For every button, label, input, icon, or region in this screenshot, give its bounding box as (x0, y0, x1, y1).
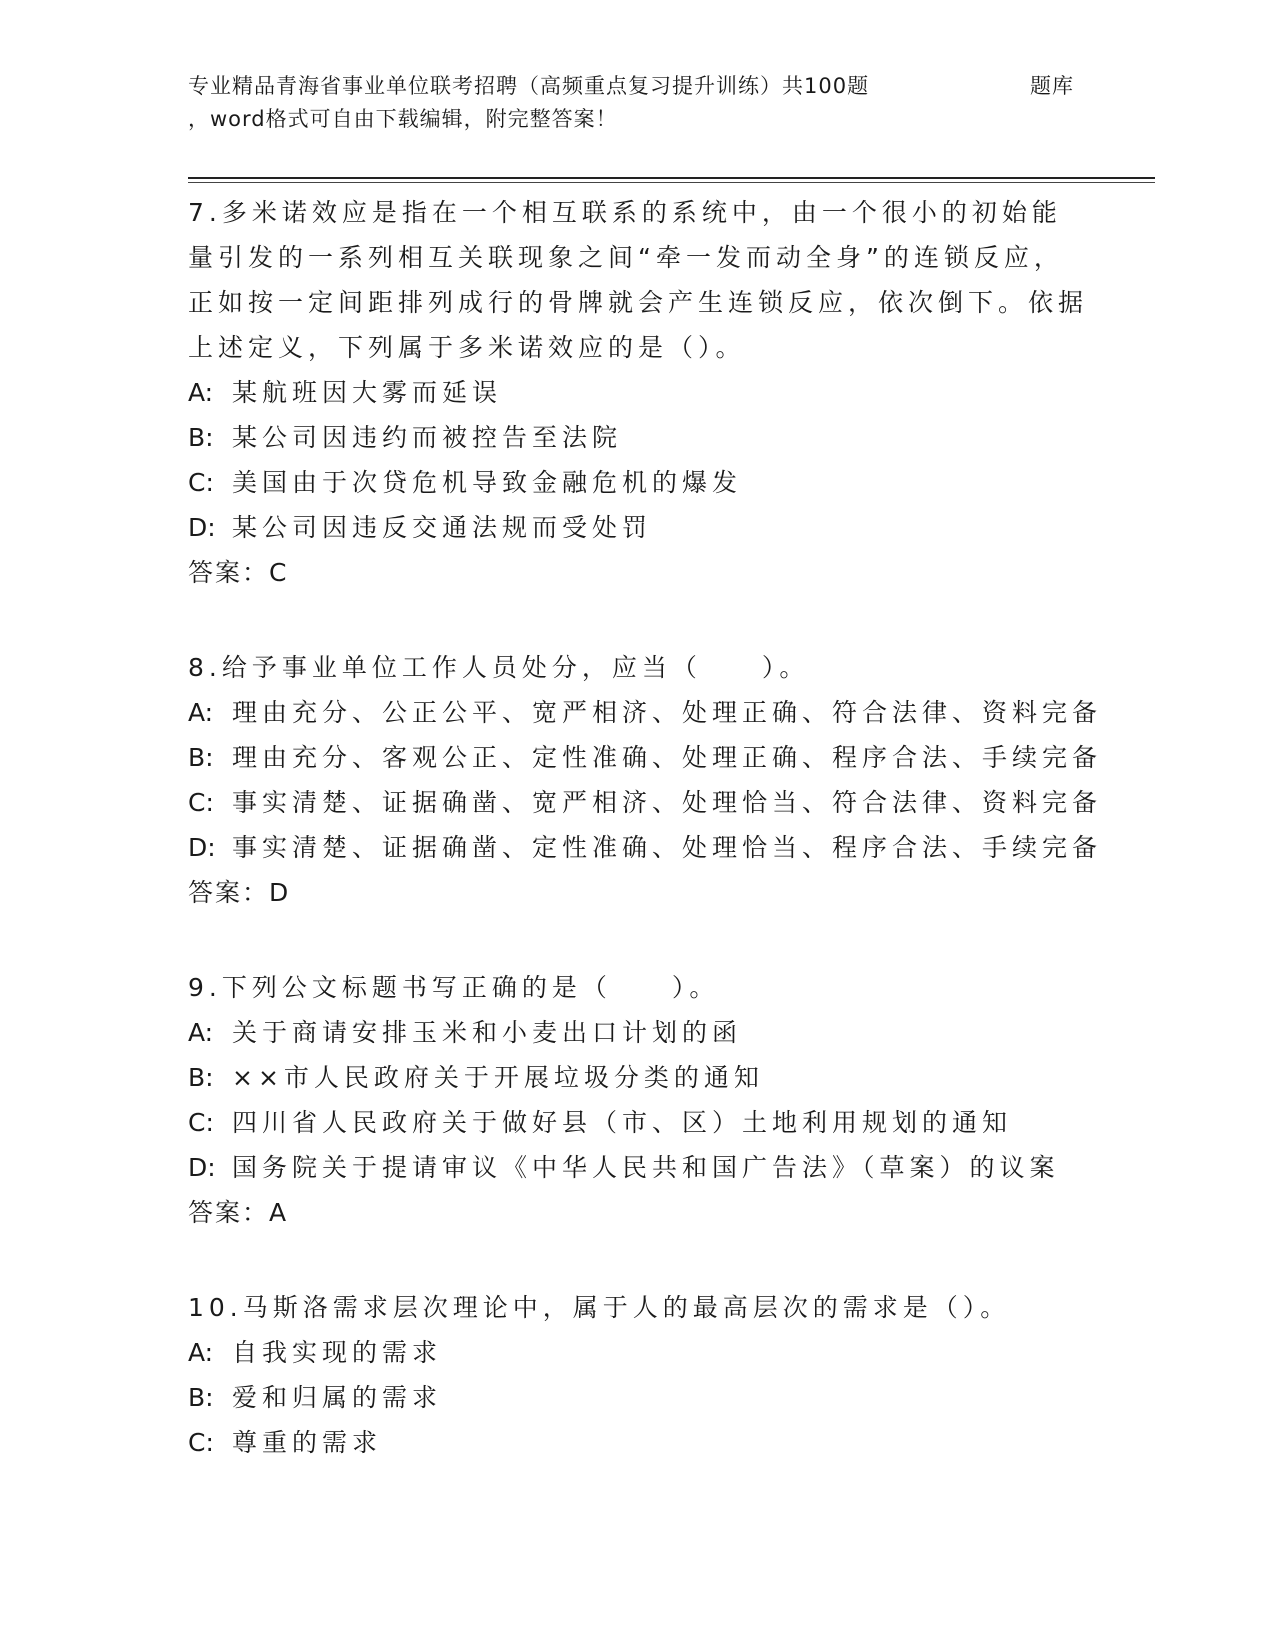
option-letter: A: (188, 378, 214, 407)
option-text: 国务院关于提请审议《中华人民共和国广告法》（草案）的议案 (232, 1153, 1060, 1182)
option-letter: D: (188, 833, 216, 862)
option-a (188, 1010, 1088, 1055)
option-letter: B: (188, 423, 214, 452)
question-10 (188, 1285, 1088, 1465)
option-letter: A: (188, 1018, 214, 1047)
answer-line: 答案：D (188, 878, 291, 907)
answer-line: 答案：C (188, 558, 289, 587)
question-stem: 10.马斯洛需求层次理论中，属于人的最高层次的需求是（）。 (188, 1293, 1011, 1322)
option-text: 爱和归属的需求 (232, 1383, 443, 1412)
option-c (188, 780, 1103, 825)
question-8 (188, 645, 1103, 915)
option-letter: C: (188, 788, 214, 817)
option-letter: C: (188, 1428, 214, 1457)
option-text: 美国由于次贷危机导致金融危机的爆发 (232, 468, 743, 497)
header-title: 专业精品青海省事业单位联考招聘（高频重点复习提升训练）共100题 (188, 74, 870, 98)
header-subtitle: ，word格式可自由下载编辑，附完整答案！ (188, 107, 618, 131)
header-title-row (188, 70, 1088, 103)
option-d (188, 1145, 1088, 1190)
question-stem: 9.下列公文标题书写正确的是（ ）。 (188, 973, 720, 1002)
header-tag: 题库 (1030, 74, 1074, 98)
option-a (188, 690, 1103, 735)
option-a (188, 370, 1088, 415)
page-header (188, 70, 1088, 136)
option-letter: D: (188, 1153, 216, 1182)
option-letter: A: (188, 1338, 214, 1367)
option-a (188, 1330, 1088, 1375)
option-letter: B: (188, 743, 214, 772)
option-text: 理由充分、客观公正、定性准确、处理正确、程序合法、手续完备 (232, 743, 1103, 772)
option-text: 尊重的需求 (232, 1428, 383, 1457)
option-text: 自我实现的需求 (232, 1338, 443, 1367)
option-letter: A: (188, 698, 214, 727)
option-text: ××市人民政府关于开展垃圾分类的通知 (232, 1063, 764, 1092)
option-b (188, 1055, 1088, 1100)
option-c (188, 1100, 1088, 1145)
option-letter: C: (188, 1108, 214, 1137)
header-divider-thin (188, 182, 1155, 183)
question-stem: 7.多米诺效应是指在一个相互联系的系统中，由一个很小的初始能量引发的一系列相互关联现象之间“牵一发而动全身”的连锁反应，正如按一定间距排列成行的骨牌就会产生连锁反应，依次倒下。依据上述定义，下列属于多米诺效应的是（）。 (188, 198, 1089, 362)
option-letter: B: (188, 1063, 214, 1092)
option-b (188, 1375, 1088, 1420)
header-divider (188, 177, 1155, 179)
option-text: 事实清楚、证据确凿、宽严相济、处理恰当、符合法律、资料完备 (232, 788, 1103, 817)
option-text: 事实清楚、证据确凿、定性准确、处理恰当、程序合法、手续完备 (232, 833, 1103, 862)
option-c (188, 1420, 1088, 1465)
option-text: 理由充分、公正公平、宽严相济、处理正确、符合法律、资料完备 (232, 698, 1103, 727)
option-letter: B: (188, 1383, 214, 1412)
option-text: 某公司因违约而被控告至法院 (232, 423, 623, 452)
option-d (188, 825, 1103, 870)
answer-line: 答案：A (188, 1198, 289, 1227)
question-stem: 8.给予事业单位工作人员处分，应当（ ）。 (188, 653, 810, 682)
question-7 (188, 190, 1088, 595)
option-b (188, 735, 1103, 780)
option-text: 关于商请安排玉米和小麦出口计划的函 (232, 1018, 743, 1047)
option-c (188, 460, 1088, 505)
option-letter: C: (188, 468, 214, 497)
question-9 (188, 965, 1088, 1235)
option-text: 某航班因大雾而延误 (232, 378, 503, 407)
question-list (188, 190, 1103, 1515)
option-d (188, 505, 1088, 550)
option-text: 四川省人民政府关于做好县（市、区）土地利用规划的通知 (232, 1108, 1013, 1137)
option-b (188, 415, 1088, 460)
option-letter: D: (188, 513, 216, 542)
option-text: 某公司因违反交通法规而受处罚 (232, 513, 653, 542)
